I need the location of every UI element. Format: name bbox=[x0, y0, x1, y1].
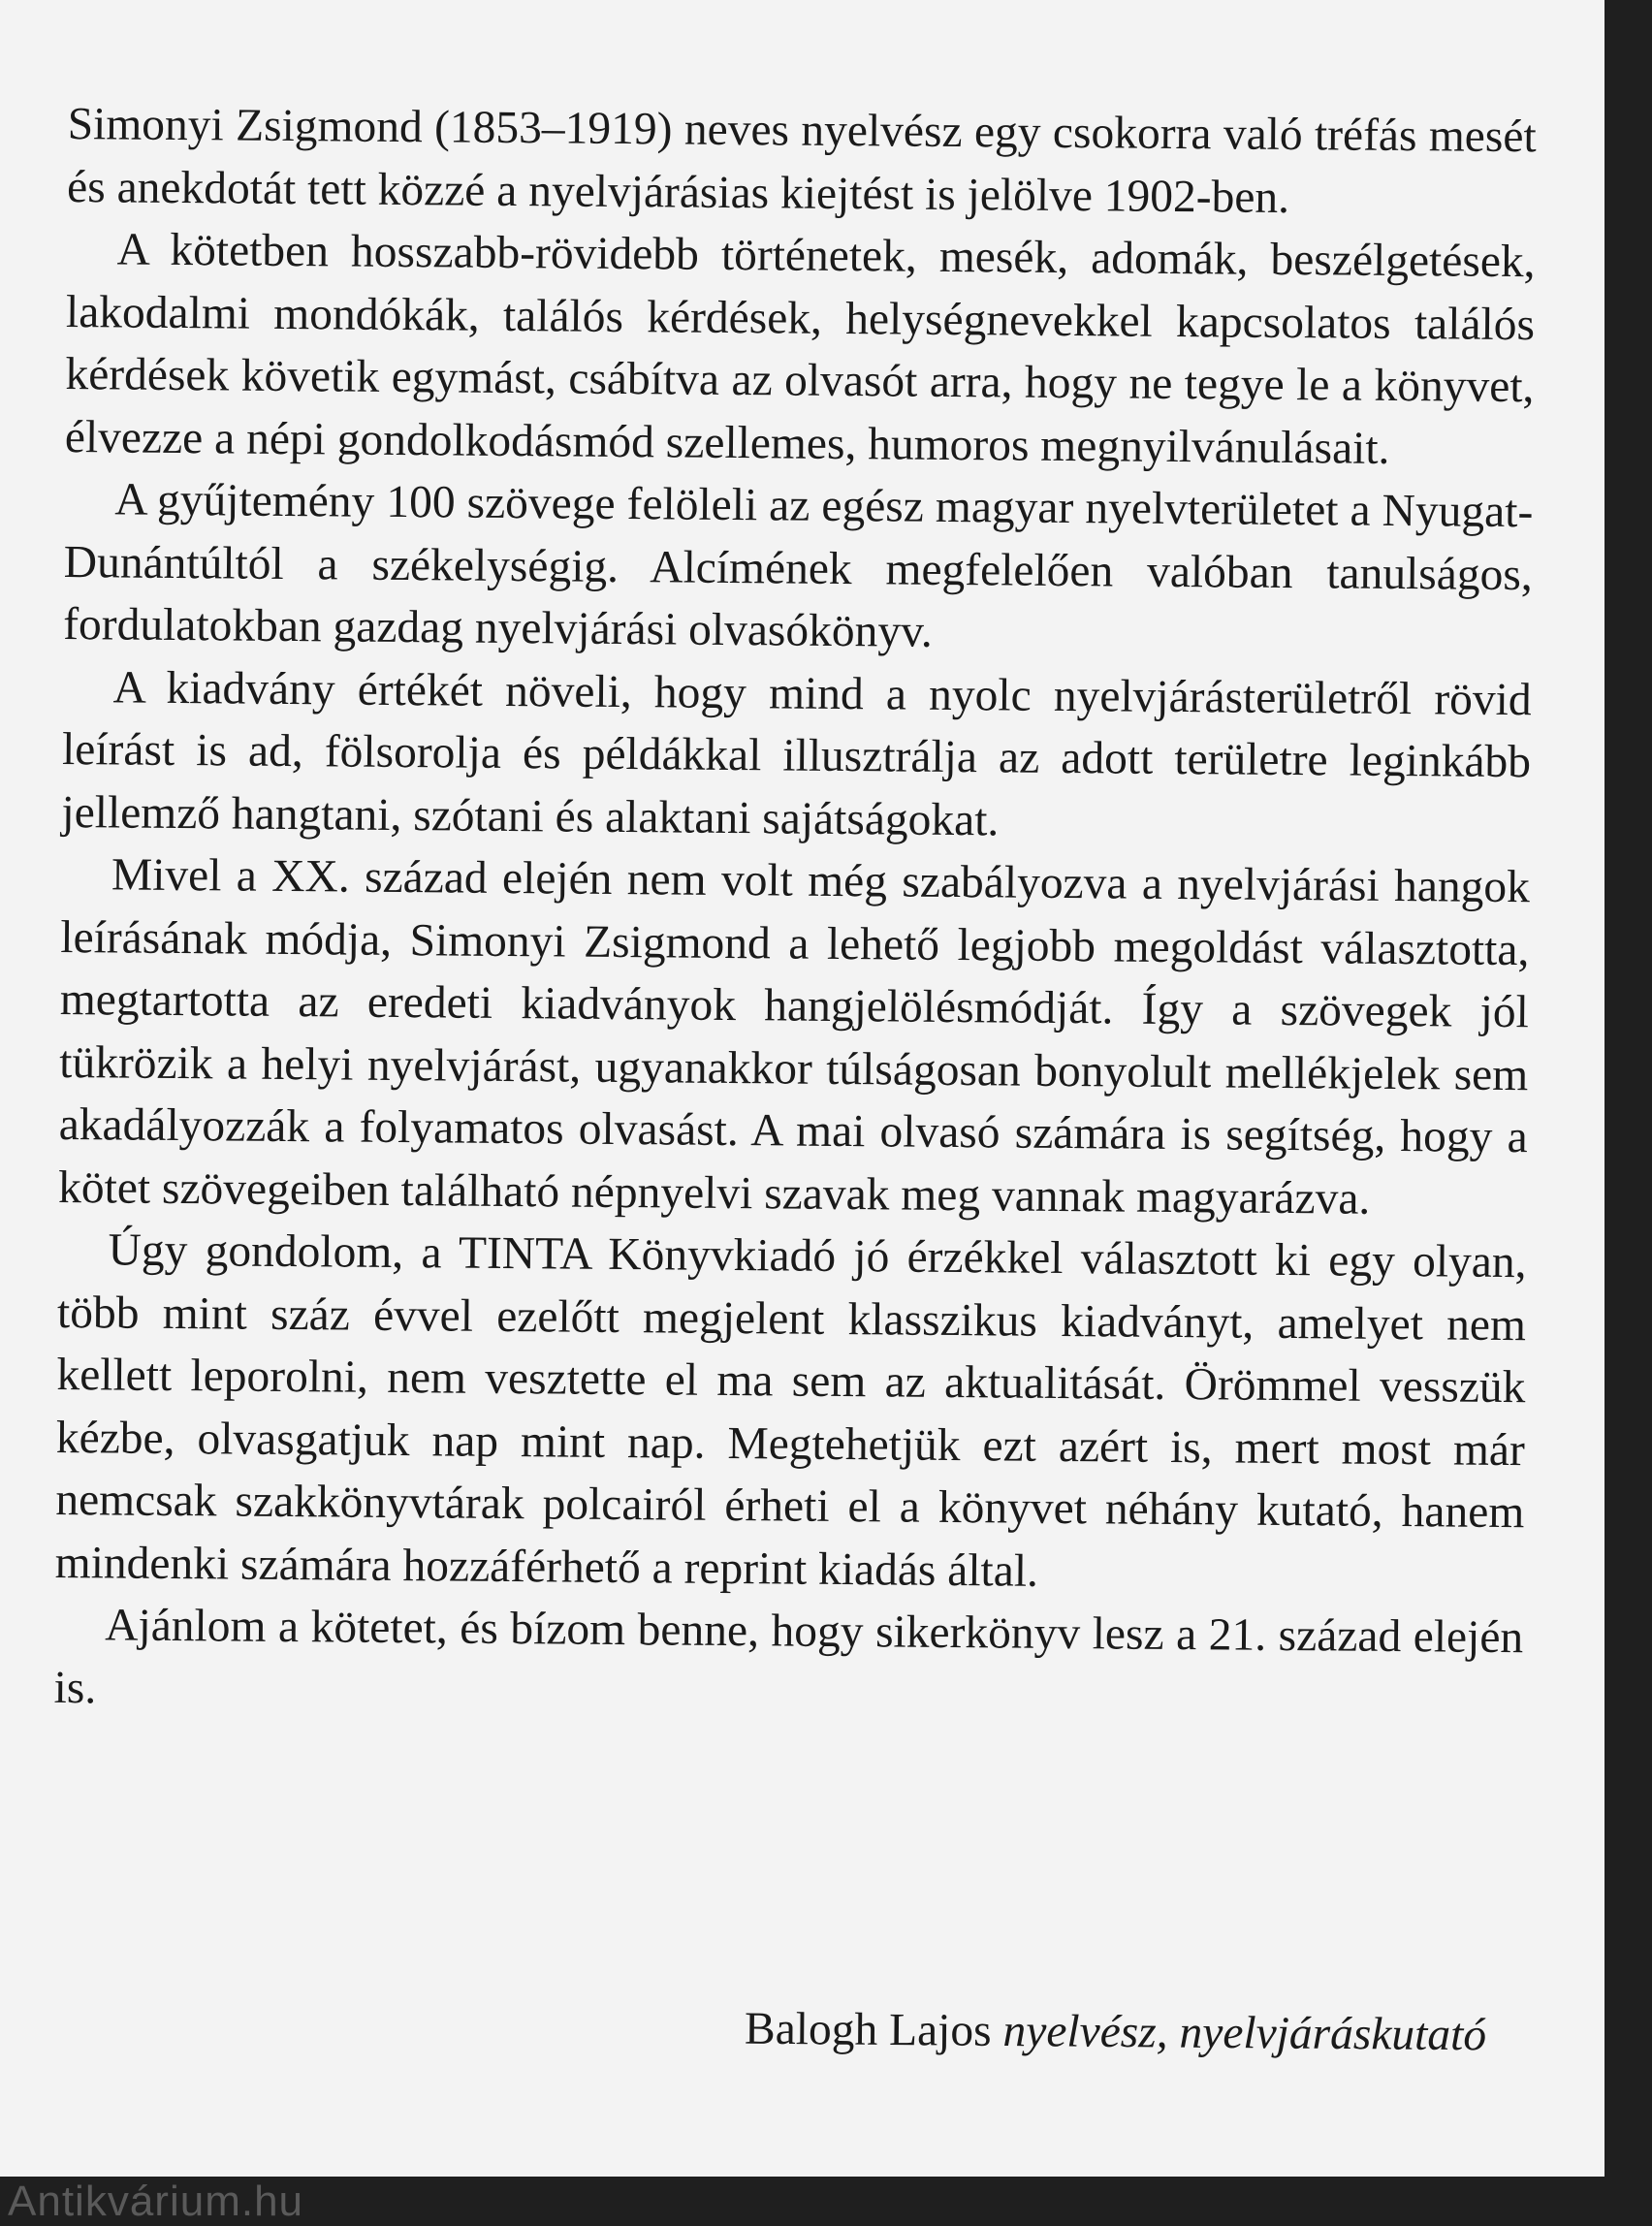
paragraph-6: Úgy gondolom, a TINTA Könyvkiadó jó érzékkel választott ki egy olyan, több mint száz évvel ezelőtt megjelent klasszikus kiadványt, amelyet nem kellett leporolni, nem vesztette el ma sem az aktualitását. Örömmel vesszük kézbe, olvasgatjuk nap mint nap. Megtehetjük ezt azért is, mert most már nemcsak szakkönyvtárak polcairól érheti el a könyvet néhány kutató, hanem mindenki számára hozzáférhető a reprint kiadás által. bbox=[54, 1224, 1527, 1597]
body-text bbox=[53, 93, 1537, 1732]
paragraph-1: Simonyi Zsigmond (1853–1919) neves nyelvész egy csokorra való tréfás mesét és anekdotát tett közzé a nyelvjárásias kiejtést is jelölve 1902-ben. bbox=[66, 98, 1537, 223]
signature-name: Balogh Lajos bbox=[744, 2003, 992, 2056]
paragraph-4: A kiadvány értékét növeli, hogy mind a nyolc nyelvjárásterületről rövid leírást is ad, fölsorolja és példákkal illusztrálja az adott területre leginkább jellemző hangtani, szótani és alaktani sajátságokat. bbox=[61, 661, 1532, 845]
paragraph-7: Ajánlom a kötetet, és bízom benne, hogy sikerkönyv lesz a 21. század elején is. bbox=[53, 1600, 1524, 1713]
signature bbox=[745, 2003, 1487, 2062]
paragraph-3: A gyűjtemény 100 szövege felöleli az egész magyar nyelvterületet a Nyugat-Dunántúltól a székelységig. Alcímének megfelelően valóban tanulságos, fordulatokban gazdag nyelvjárási olvasókönyv. bbox=[62, 474, 1534, 657]
paragraph-2: A kötetben hosszabb-rövidebb történetek, mesék, adomák, beszélgetések, lakodalmi mondókák, találós kérdések, helységnevekkel kapcsolatos találós kérdések követik egymást, csábítva az olvasót arra, hogy ne tegye le a könyvet, élvezze a népi gondolkodásmód szellemes, humoros megnyilvánulásait. bbox=[64, 224, 1536, 474]
signature-role: nyelvész, nyelvjáráskutató bbox=[1002, 2005, 1487, 2061]
watermark: Antikvárium.hu bbox=[8, 2178, 304, 2225]
paragraph-5: Mivel a XX. század elején nem volt még szabályozva a nyelvjárási hangok leírásának módja, Simonyi Zsigmond a lehető legjobb megoldást választotta, megtartotta az eredeti kiadványok hangjelölésmódját. Így a szövegek jól tükrözik a helyi nyelvjárást, ugyanakkor túlságosan bonyolult mellékjelek sem akadályozzák a folyamatos olvasást. A mai olvasó számára is segítség, hogy a kötet szövegeiben található népnyelvi szavak meg vannak magyarázva. bbox=[57, 849, 1531, 1224]
